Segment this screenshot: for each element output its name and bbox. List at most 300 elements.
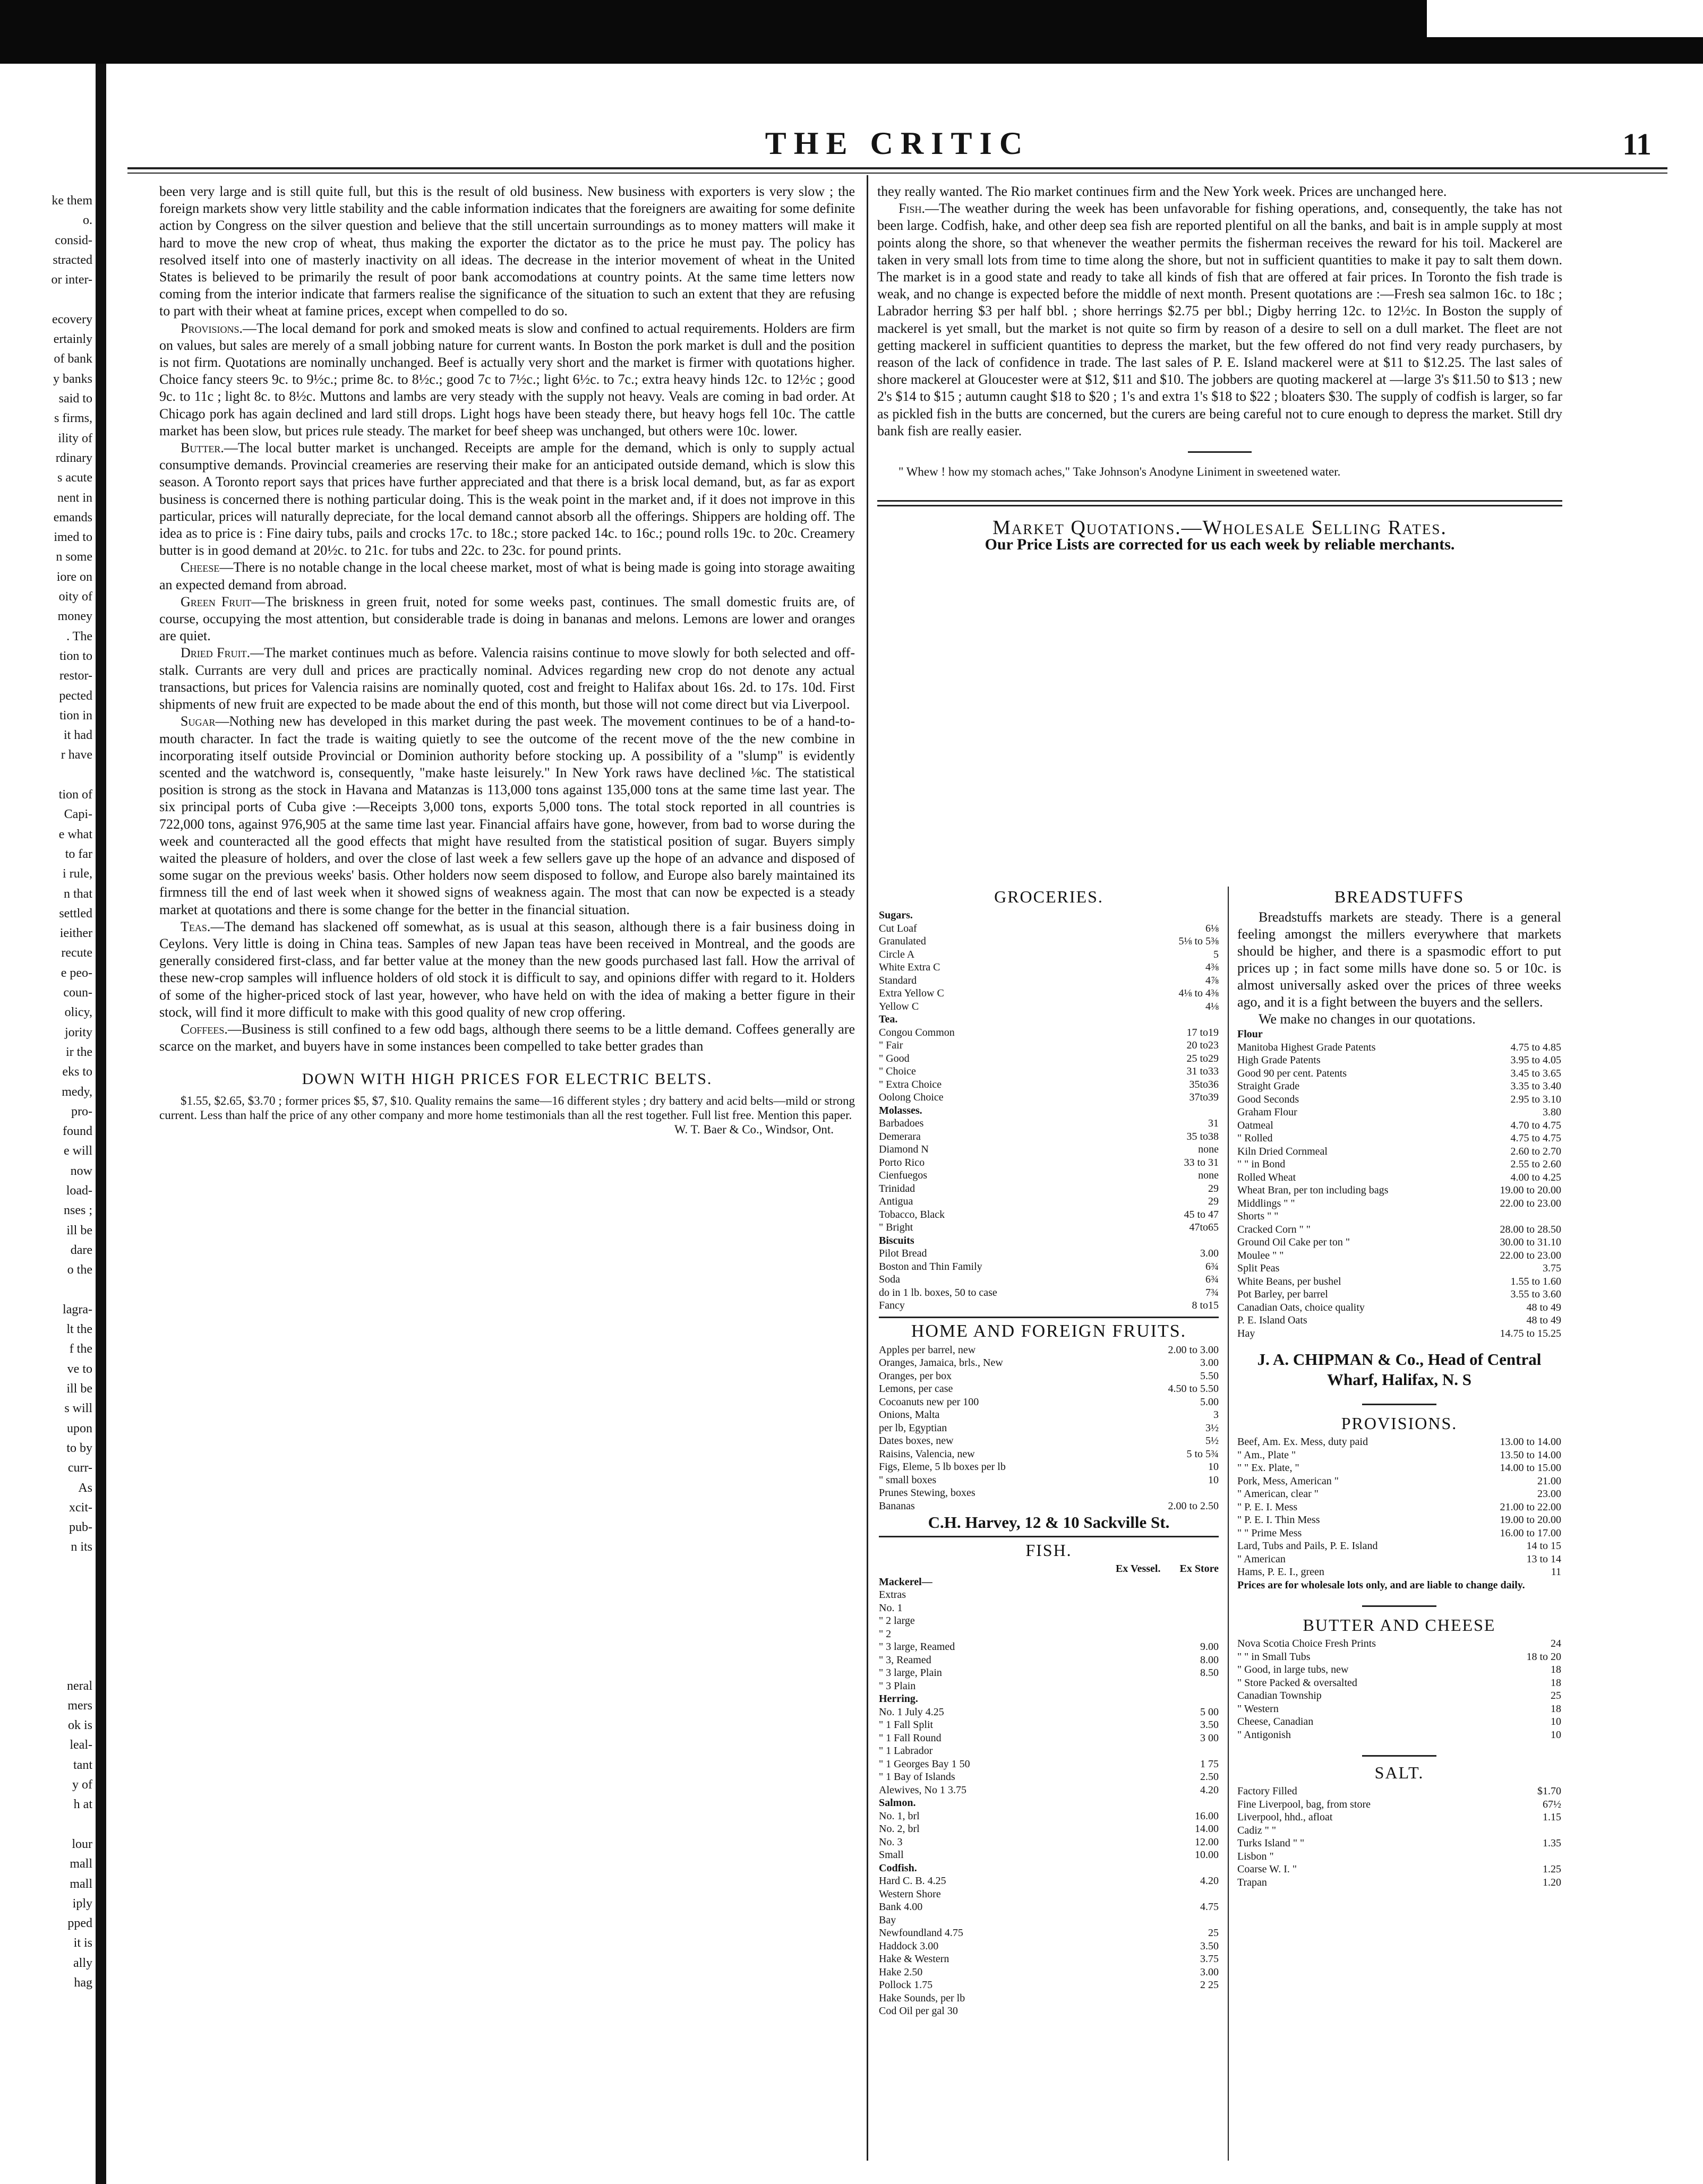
breadstuffs-item-price: 48 to 49: [1526, 1301, 1561, 1313]
fish-row: [879, 1732, 1219, 1745]
fish-item-name: " 2 large: [879, 1615, 915, 1627]
fish-item-name: Cod Oil per gal 30: [879, 2005, 958, 2017]
groceries-item-price: 8 to15: [1192, 1300, 1219, 1311]
butter-row: [1237, 1715, 1561, 1729]
provisions-row: [1237, 1527, 1561, 1540]
butter-row: [1237, 1663, 1561, 1676]
breadstuffs-item-price: 48 to 49: [1526, 1314, 1561, 1326]
fish-item-name: No. 1: [879, 1602, 903, 1614]
groceries-item-name: Congou Common: [879, 1026, 955, 1038]
market-report-text: —Nothing new has developed in this market during the past week. The movement continues to be of a hand-to-mouth character. In fact the trade is waiting quietly to see the outcome of the recent move of the the new combine in incorporating itself outside Provincial or Dominion authority before stocking up. A possibility of a "slump" is evidently scented and the watchword is, consequently, "make haste leisurely." In New York raws have declined ⅛c. The statistical position is strong as the stock in Havana and Matanzas is 113,000 tons against 135,000 tons at the same time last year. The six principal ports of Cuba give :—Receipts 3,000 tons, exports 5,000 tons. The total stock reported in all countries is 722,000 tons, against 976,905 at the same time last year. Financial affairs have gone, however, from bad to worse during the week and counteracted all the good effects that might have resulted from the statistical position of sugar. Buyers simply waited the pleasure of holders, and over the close of last week a few sellers gave up the hope of an advance and disposed of some sugar on the previous weeks' basis. Other holders now seem disposed to follow, and Europe also barely maintained its firmness till the end of last week when it showed signs of weakness again. The most that can now be expected is a steady market at quotations and there is some change for the better in the financial situation.: [159, 713, 855, 917]
groceries-row: [879, 1091, 1219, 1104]
groceries-item-name: Trinidad: [879, 1182, 915, 1194]
breadstuffs-row: [1237, 1080, 1561, 1093]
groceries-item-price: 31 to33: [1186, 1065, 1219, 1077]
fruits-row: [879, 1408, 1219, 1422]
page-gutter-shadow: [96, 64, 106, 2184]
breadstuffs-item-price: 4.75 to 4.85: [1510, 1041, 1561, 1053]
butter-item-price: 10: [1551, 1729, 1561, 1741]
breadstuffs-item-name: Manitoba Highest Grade Patents: [1237, 1041, 1376, 1053]
left-page-fragment: neral: [67, 1679, 92, 1693]
left-page-fragment: curr-: [67, 1461, 92, 1475]
fruits-row: [879, 1486, 1219, 1500]
left-page-fragment: ecovery: [52, 312, 92, 326]
fish-item-name: Hard C. B. 4.25: [879, 1875, 946, 1887]
groceries-row: [879, 1130, 1219, 1143]
groceries-item-price: 47to65: [1189, 1222, 1219, 1233]
fish-row: [879, 1602, 1219, 1615]
market-report-lead: Teas.: [181, 918, 211, 934]
provisions-row: [1237, 1475, 1561, 1488]
fish-item-price: 3.50: [1200, 1719, 1219, 1731]
groceries-row: [879, 1143, 1219, 1156]
market-report-lead: Green Fruit: [181, 594, 252, 609]
breadstuffs-item-price: 2.55 to 2.60: [1510, 1158, 1561, 1170]
breadstuffs-item-price: 14.75 to 15.25: [1500, 1327, 1561, 1339]
breadstuffs-row: [1237, 1223, 1561, 1236]
fish-item-name: " 3, Reamed: [879, 1654, 931, 1666]
groceries-item-price: none: [1198, 1143, 1219, 1155]
groceries-item-price: 6¾: [1205, 1274, 1219, 1285]
salt-item-name: Fine Liverpool, bag, from store: [1237, 1798, 1371, 1810]
ad-electric-belts-heading: DOWN WITH HIGH PRICES FOR ELECTRIC BELTS.: [302, 1070, 713, 1088]
provisions-item-price: 14 to 15: [1526, 1540, 1561, 1552]
left-page-fragment: f the: [69, 1342, 92, 1356]
groceries-item-name: Cienfuegos: [879, 1170, 928, 1181]
fruits-item-price: 4.50 to 5.50: [1168, 1383, 1219, 1395]
groceries-item-name: " Good: [879, 1052, 910, 1064]
breadstuffs-item-name: P. E. Island Oats: [1237, 1314, 1307, 1326]
groceries-row: [879, 974, 1219, 987]
groceries-item-price: 31: [1208, 1117, 1219, 1129]
provisions-item-name: Pork, Mess, American ": [1237, 1475, 1339, 1487]
fish-item-price: [1216, 1744, 1219, 1758]
fish-item-name: Small: [879, 1849, 904, 1861]
butter-item-name: " Store Packed & oversalted: [1237, 1676, 1357, 1689]
butter-row: [1237, 1637, 1561, 1650]
left-page-fragment: lour: [72, 1837, 92, 1851]
market-report-text: —The demand has slackened off somewhat, as is usual at this season, although there is a fair business doing in Ceylons. Very little is doing in China teas. Samples of new Japan teas have been received in Montreal, and the goods are generally considered first-class, and far better value at the money than the new goods purchased last fall. How the arrival of these new-crop samples will influence holders of old stock it is difficult to say, and opinions differ with regard to it. Holders of some of the higher-priced stock of last year, however, who have held on with the idea of making a better figure in their stock, will find it more difficult to make with this good quality of new crop offering.: [159, 918, 855, 1020]
left-page-fragment: olicy,: [64, 1005, 92, 1020]
left-page-fragment: h at: [73, 1798, 92, 1812]
market-report-paragraph: [159, 644, 855, 713]
market-report-text: —There is no notable change in the local cheese market, most of what is being made is going into storage awaiting an expected demand from abroad.: [159, 560, 855, 592]
left-page-fragment: r have: [61, 748, 92, 762]
salt-item-name: Cadiz " ": [1237, 1824, 1276, 1836]
groceries-item-price: 35to36: [1189, 1078, 1219, 1090]
left-page-fragment: rdinary: [55, 451, 92, 465]
fish-item-name: Hake & Western: [879, 1953, 949, 1965]
breadstuffs-item-price: 3.75: [1543, 1262, 1561, 1274]
fish-item-price: 8.00: [1200, 1654, 1219, 1666]
left-page-fragment: tant: [73, 1758, 92, 1772]
left-page-fragment: ok is: [67, 1718, 92, 1733]
left-page-fragment: pub-: [69, 1520, 92, 1535]
left-page-fragment: s acute: [57, 471, 92, 485]
provisions-item-price: 13.00 to 14.00: [1500, 1436, 1561, 1448]
provisions-row: [1237, 1435, 1561, 1449]
groceries-item-price: 4⅛ to 4⅜: [1178, 987, 1219, 999]
fish-item-price: 2 25: [1200, 1979, 1219, 1991]
groceries-row: [879, 1065, 1219, 1078]
breadstuffs-item-name: Split Peas: [1237, 1262, 1280, 1274]
fish-item-name: Extras: [879, 1589, 906, 1601]
salt-row: [1237, 1811, 1561, 1824]
fish-row: [879, 1888, 1219, 1901]
groceries-item-price: 29: [1208, 1196, 1219, 1207]
quotations-rule: [877, 500, 1562, 502]
breadstuffs-row: [1237, 1236, 1561, 1249]
fish-item-price: [1216, 1680, 1219, 1693]
fruits-row: [879, 1434, 1219, 1448]
fish-row: [879, 1588, 1219, 1602]
fruits-item-price: 3½: [1205, 1422, 1219, 1434]
butter-item-price: 18: [1551, 1664, 1561, 1675]
left-page-fragment: load-: [66, 1184, 92, 1198]
groceries-item-price: 6⅛: [1205, 922, 1219, 934]
fish-row: [879, 1901, 1219, 1914]
fruits-item-price: 3.00: [1200, 1357, 1219, 1369]
fish-item-price: 3.75: [1200, 1953, 1219, 1965]
groceries-item-name: " Fair: [879, 1039, 903, 1051]
provisions-item-name: " P. E. I. Thin Mess: [1237, 1514, 1320, 1526]
provisions-item-name: " " Prime Mess: [1237, 1527, 1302, 1539]
fruits-row: [879, 1356, 1219, 1370]
left-page-fragment: said to: [58, 392, 92, 406]
fruits-item-price: 5½: [1205, 1435, 1219, 1447]
left-page-fragment: xcit-: [69, 1500, 92, 1515]
breadstuffs-item-price: 1.55 to 1.60: [1510, 1275, 1561, 1287]
butter-item-price: 25: [1551, 1690, 1561, 1701]
fruits-item-name: Bananas: [879, 1500, 915, 1512]
fish-category: Mackerel—: [879, 1576, 932, 1588]
fish-row: [879, 2005, 1219, 2018]
groceries-item-name: Demerara: [879, 1130, 921, 1142]
groceries-row: [879, 1169, 1219, 1182]
fish-item-name: Newfoundland 4.75: [879, 1927, 963, 1939]
breadstuffs-row: [1237, 1301, 1561, 1314]
breadstuffs-item-name: White Beans, per bushel: [1237, 1275, 1341, 1287]
breadstuffs-item-price: 3.35 to 3.40: [1510, 1080, 1561, 1092]
fish-row: [879, 1822, 1219, 1836]
breadstuffs-item-price: [1558, 1210, 1561, 1223]
market-report-lead: Coffees.: [181, 1021, 228, 1037]
fish-row: [879, 1927, 1219, 1940]
provisions-item-price: 19.00 to 20.00: [1500, 1514, 1561, 1526]
column-fish-report: [877, 183, 1562, 553]
groceries-row: [879, 1195, 1219, 1208]
salt-heading: SALT.: [1374, 1763, 1424, 1782]
fish-item-name: " 1 Fall Split: [879, 1719, 934, 1731]
fish-item-price: 4.20: [1200, 1784, 1219, 1796]
provisions-item-name: " P. E. I. Mess: [1237, 1501, 1298, 1513]
provisions-item-name: " American: [1237, 1553, 1286, 1565]
breadstuffs-item-name: Shorts " ": [1237, 1210, 1279, 1222]
groceries-row: [879, 935, 1219, 948]
breadstuffs-row: [1237, 1106, 1561, 1119]
groceries-item-name: Standard: [879, 974, 917, 986]
groceries-item-name: Boston and Thin Family: [879, 1260, 982, 1272]
breadstuffs-row: [1237, 1314, 1561, 1327]
fish-column-headers: [879, 1562, 1219, 1576]
groceries-row: [879, 1260, 1219, 1274]
breadstuffs-provisions-tables: [1237, 884, 1561, 1889]
fish-item-price: 3.00: [1200, 1966, 1219, 1978]
left-page-fragment: mers: [67, 1698, 92, 1713]
fish-row: [879, 1979, 1219, 1992]
fruits-row: [879, 1500, 1219, 1513]
fish-row: [879, 1836, 1219, 1849]
breadstuffs-row: [1237, 1210, 1561, 1223]
breadstuffs-item-name: Hay: [1237, 1327, 1255, 1339]
breadstuffs-row: [1237, 1262, 1561, 1275]
fruits-item-name: Lemons, per case: [879, 1383, 953, 1395]
left-page-fragment: it is: [73, 1936, 92, 1950]
groceries-item-name: Cut Loaf: [879, 922, 917, 934]
fish-item-price: [1216, 1588, 1219, 1602]
groceries-row: [879, 1208, 1219, 1222]
salt-row: [1237, 1837, 1561, 1850]
fish-item-price: [1216, 1628, 1219, 1641]
fruits-item-name: Figs, Eleme, 5 lb boxes per lb: [879, 1461, 1006, 1473]
provisions-item-price: 21.00: [1537, 1475, 1561, 1487]
groceries-item-name: Diamond N: [879, 1143, 929, 1155]
groceries-item-price: 29: [1208, 1182, 1219, 1194]
groceries-item-price: 33 to 31: [1184, 1156, 1219, 1168]
groceries-row: [879, 987, 1219, 1000]
left-page-fragment: i rule,: [63, 867, 92, 881]
salt-item-name: Liverpool, hhd., afloat: [1237, 1811, 1333, 1823]
groceries-row: [879, 1039, 1219, 1052]
masthead-title: THE CRITIC: [765, 126, 1030, 161]
groceries-item-name: " Choice: [879, 1065, 916, 1077]
provisions-item-price: 16.00 to 17.00: [1500, 1527, 1561, 1539]
groceries-row: [879, 961, 1219, 974]
fish-item-price: 3.50: [1200, 1940, 1219, 1952]
left-page-fragment: dare: [70, 1243, 92, 1257]
left-page-fragment: mall: [70, 1877, 92, 1891]
salt-item-price: 67½: [1543, 1798, 1561, 1810]
fish-item-name: " 1 Georges Bay 1 50: [879, 1758, 970, 1770]
left-page-fragment: e will: [64, 1144, 92, 1158]
breadstuffs-row: [1237, 1158, 1561, 1171]
salt-item-price: [1558, 1850, 1561, 1863]
fish-lead: Fish.: [898, 201, 925, 217]
fish-item-price: 12.00: [1195, 1836, 1219, 1848]
fish-item-price: [1216, 1614, 1219, 1628]
left-page-fragment: recute: [61, 946, 92, 960]
fish-item-price: [1216, 1914, 1219, 1927]
fruits-item-name: Apples per barrel, new: [879, 1344, 976, 1356]
market-report-lead: Sugar: [181, 713, 216, 729]
market-report-paragraph: [159, 594, 855, 645]
salt-item-name: Factory Filled: [1237, 1785, 1297, 1797]
butter-item-name: Cheese, Canadian: [1237, 1716, 1314, 1727]
left-page-fragment: medy,: [62, 1085, 92, 1099]
breadstuffs-category: Flour: [1237, 1028, 1263, 1040]
breadstuffs-item-name: Rolled Wheat: [1237, 1171, 1296, 1183]
groceries-item-price: 4⅞: [1205, 974, 1219, 986]
fish-report-text: —The weather during the week has been unfavorable for fishing operations, and, consequently, the take has not been large. Codfish, hake, and other deep sea fish are reported plentiful on all the banks, and bait is in ample supply at most points along the shore, so that whenever the weather permits the fisherman receives the reward for his toil. Mackerel are taken in very small lots from time to time along the shore, but not in sufficient quantities to make it pay to salt them down. The market is in a good state and ready to take all kinds of fish that are offered at fair prices. In Toronto the fish trade is weak, and no change is expected before the middle of next month. Present quotations are :—Fresh sea salmon 16c. to 18c ; Labrador herring $3 per half bbl. ; shore herrings $2.75 per bbl.; Digby herring 12c. to 12½c. In Boston the supply of mackerel is yet small, but the market is not quite so firm by reason of a desire to sell on a dull market. The fleet are not getting mackerel in sufficient quantities to depress the market, but the few offered do not find very ready purchasers, by reason of the lack of confidence in trade. The last sales of P. E. Island mackerel were at $11 to $12.25. The last sales of shore mackerel at Gloucester were at $12, $11 and $10. The jobbers are quoting mackerel at —large 3's $11.50 to $13 ; new 2's $14 to $15 ; autumn caught $18 to $20 ; 1's and extra 1's $18 to $22 ; bloaters $30. The supply of codfish is larger, so far as pickled fish in the butts are concerned, but the curers are being careful not to cure enough to depress the market. Still dry bank fish are really easier.: [877, 201, 1562, 438]
groceries-category: Biscuits: [879, 1234, 914, 1246]
breadstuffs-item-name: High Grade Patents: [1237, 1054, 1321, 1066]
salt-item-name: Lisbon ": [1237, 1850, 1274, 1862]
left-page-fragment: e peo-: [61, 966, 92, 980]
left-page-fragment: restor-: [59, 669, 92, 683]
provisions-item-price: 23.00: [1537, 1488, 1561, 1500]
breadstuffs-row: [1237, 1249, 1561, 1262]
fruits-row: [879, 1382, 1219, 1396]
provisions-row: [1237, 1461, 1561, 1475]
breadstuffs-text: Breadstuffs markets are steady. There is a general feeling amongst the millers everywhere that markets should be higher, and there is a spasmodic effort to put prices up ; in fact some mills have done so. 5 or 10c. is almost universally asked over the prices of three weeks ago, and it is a fight between the buyers and the sellers.: [1237, 909, 1561, 1010]
fish-row: [879, 1654, 1219, 1667]
groceries-item-name: Oolong Choice: [879, 1091, 944, 1103]
breadstuffs-item-name: Cracked Corn " ": [1237, 1223, 1311, 1235]
provisions-item-name: Hams, P. E. I., green: [1237, 1566, 1324, 1578]
left-page-fragment: it had: [64, 728, 92, 743]
left-page-fragment: of bank: [54, 352, 92, 366]
market-report-text: —The local demand for pork and smoked meats is slow and confined to actual requirements. Holders are firm on values, but sales are merely of a small jobbing nature for current wants. In Boston the pork market is dull and the position is not firm. Quotations are nominally unchanged. Beef is actually very short and the market is firmer with quotations higher. Choice fancy steers 9c. to 9½c.; prime 8c. to 8½c.; good 7c to 7½c.; light 6½c. to 7c.; extra heavy hinds 12c. to 12½c ; good 9c. to 11c ; light 8c. to 8½c. Muttons and lambs are very steady with the supply not heavy. Veals are coming in bad order. At Chicago pork has again declined and lard still drops. Light hogs have been steady there, but heavy hogs fell 10c. The cattle market has been slow, but prices rule steady. The market for beef sheep was unchanged, but others were 10c. lower.: [159, 320, 855, 438]
fruits-item-price: 10: [1208, 1474, 1219, 1486]
groceries-item-name: Porto Rico: [879, 1156, 925, 1168]
market-report-text: —The briskness in green fruit, noted for some weeks past, continues. The small domestic fruits are, of course, occupying the most attention, but considerable trade is doing in bananas and melons. Lemons are lower and oranges are quiet.: [159, 594, 855, 644]
fish-item-name: Alewives, No 1 3.75: [879, 1784, 966, 1796]
fish-item-name: No. 2, brl: [879, 1823, 920, 1835]
salt-row: [1237, 1798, 1561, 1811]
left-page-fragment: imed to: [54, 530, 92, 545]
fruits-item-price: 5 to 5¾: [1186, 1448, 1219, 1460]
breadstuffs-item-name: Kiln Dried Cornmeal: [1237, 1145, 1328, 1157]
header-rule: [127, 167, 1667, 169]
groceries-item-name: Extra Yellow C: [879, 987, 944, 999]
liniment-ad: " Whew ! how my stomach aches," Take Johnson's Anodyne Liniment in sweetened water.: [898, 465, 1341, 479]
butter-item-name: Nova Scotia Choice Fresh Prints: [1237, 1638, 1376, 1649]
market-report-lead: Cheese: [181, 560, 220, 575]
page-number: 11: [1622, 127, 1651, 161]
butter-item-name: " Good, in large tubs, new: [1237, 1664, 1349, 1675]
fruits-item-price: 10: [1208, 1461, 1219, 1473]
breadstuffs-item-price: 2.95 to 3.10: [1510, 1093, 1561, 1105]
salt-row: [1237, 1850, 1561, 1863]
breadstuffs-item-price: 3.55 to 3.60: [1510, 1288, 1561, 1300]
breadstuffs-dealer-signature: J. A. CHIPMAN & Co., Head of Central Wharf, Halifax, N. S: [1257, 1350, 1542, 1389]
fruits-item-price: 5.00: [1200, 1396, 1219, 1408]
breadstuffs-item-name: Good 90 per cent. Patents: [1237, 1067, 1347, 1079]
salt-item-price: [1558, 1824, 1561, 1837]
provisions-item-name: " Am., Plate ": [1237, 1449, 1296, 1461]
fish-item-name: " 3 Plain: [879, 1680, 916, 1692]
fish-row: [879, 1680, 1219, 1693]
fish-item-name: No. 1 July 4.25: [879, 1706, 944, 1718]
breadstuffs-item-name: Moulee " ": [1237, 1249, 1284, 1261]
fish-item-name: " 1 Bay of Islands: [879, 1771, 955, 1783]
fish-item-price: 8.50: [1200, 1667, 1219, 1679]
fish-row: [879, 1770, 1219, 1784]
adjacent-page-strip: [0, 64, 106, 2184]
groceries-item-name: Soda: [879, 1274, 900, 1285]
provisions-row: [1237, 1501, 1561, 1514]
butter-row: [1237, 1650, 1561, 1664]
left-page-fragment: to far: [65, 847, 92, 861]
breadstuffs-item-name: Graham Flour: [1237, 1106, 1297, 1118]
left-page-fragment: n that: [64, 887, 92, 901]
fruits-row: [879, 1474, 1219, 1487]
groceries-item-name: Antigua: [879, 1196, 913, 1207]
fish-item-name: " 3 large, Reamed: [879, 1641, 955, 1653]
left-page-fragment: upon: [67, 1421, 92, 1435]
breadstuffs-item-price: 22.00 to 23.00: [1500, 1197, 1561, 1209]
breadstuffs-row: [1237, 1171, 1561, 1184]
breadstuffs-item-name: Straight Grade: [1237, 1080, 1300, 1092]
breadstuffs-item-name: Canadian Oats, choice quality: [1237, 1301, 1365, 1313]
fruits-row: [879, 1422, 1219, 1435]
salt-row: [1237, 1863, 1561, 1876]
provisions-item-price: 14.00 to 15.00: [1500, 1462, 1561, 1474]
fish-item-name: No. 3: [879, 1836, 903, 1848]
breadstuffs-item-price: 22.00 to 23.00: [1500, 1249, 1561, 1261]
fish-row: [879, 1666, 1219, 1680]
left-page-fragment: As: [78, 1481, 92, 1495]
butter-row: [1237, 1689, 1561, 1703]
fruits-heading: HOME AND FOREIGN FRUITS.: [911, 1321, 1187, 1341]
fish-item-price: 2.50: [1200, 1771, 1219, 1783]
left-page-fragment: ility of: [58, 431, 92, 445]
provisions-note: Prices are for wholesale lots only, and are liable to change daily.: [1237, 1579, 1525, 1591]
provisions-row: [1237, 1566, 1561, 1579]
left-page-fragment: iore on: [56, 570, 92, 584]
provisions-item-name: " " Ex. Plate, ": [1237, 1462, 1299, 1474]
butter-item-price: 24: [1551, 1638, 1561, 1649]
salt-item-price: $1.70: [1537, 1785, 1561, 1797]
fish-row: [879, 1992, 1219, 2005]
left-page-fragment: ally: [73, 1956, 92, 1970]
left-page-fragment: oity of: [58, 590, 92, 604]
fish-report: [877, 200, 1562, 440]
groceries-item-name: Tobacco, Black: [879, 1208, 945, 1220]
left-page-fragment: tion of: [58, 788, 92, 802]
fish-item-name: " 1 Labrador: [879, 1745, 933, 1757]
breadstuffs-item-price: 28.00 to 28.50: [1500, 1223, 1561, 1235]
provisions-item-name: " American, clear ": [1237, 1488, 1319, 1500]
groceries-item-name: White Extra C: [879, 961, 940, 973]
header-rule-thin: [127, 173, 1667, 174]
fruits-item-name: Raisins, Valencia, new: [879, 1448, 975, 1460]
left-page-fragment: s firms,: [54, 411, 92, 426]
fish-item-name: Pollock 1.75: [879, 1979, 933, 1991]
fish-item-name: " 2: [879, 1628, 892, 1640]
groceries-item-price: 37to39: [1189, 1091, 1219, 1103]
left-page-fragment: ill be: [66, 1382, 92, 1396]
breadstuffs-item-name: Good Seconds: [1237, 1093, 1299, 1105]
groceries-category: Sugars.: [879, 909, 913, 921]
left-page-fragment: to by: [66, 1441, 92, 1455]
left-page-fragment: coun-: [63, 986, 92, 1000]
groceries-item-price: 17 to19: [1186, 1026, 1219, 1038]
left-page-fragment: iply: [72, 1896, 92, 1911]
provisions-row: [1237, 1540, 1561, 1553]
groceries-item-price: 7¾: [1205, 1286, 1219, 1299]
fish-item-price: 10.00: [1195, 1849, 1219, 1861]
fish-row: [879, 1744, 1219, 1758]
fish-col-ex-vessel: Ex Vessel.: [1116, 1563, 1161, 1575]
fish-item-price: 3 00: [1200, 1732, 1219, 1744]
groceries-item-price: 45 to 47: [1184, 1208, 1219, 1220]
fish-row: [879, 1810, 1219, 1823]
provisions-row: [1237, 1553, 1561, 1566]
column-market-reports: [159, 183, 855, 1137]
breadstuffs-heading: BREADSTUFFS: [1334, 887, 1465, 906]
fish-item-name: " 1 Fall Round: [879, 1732, 942, 1744]
